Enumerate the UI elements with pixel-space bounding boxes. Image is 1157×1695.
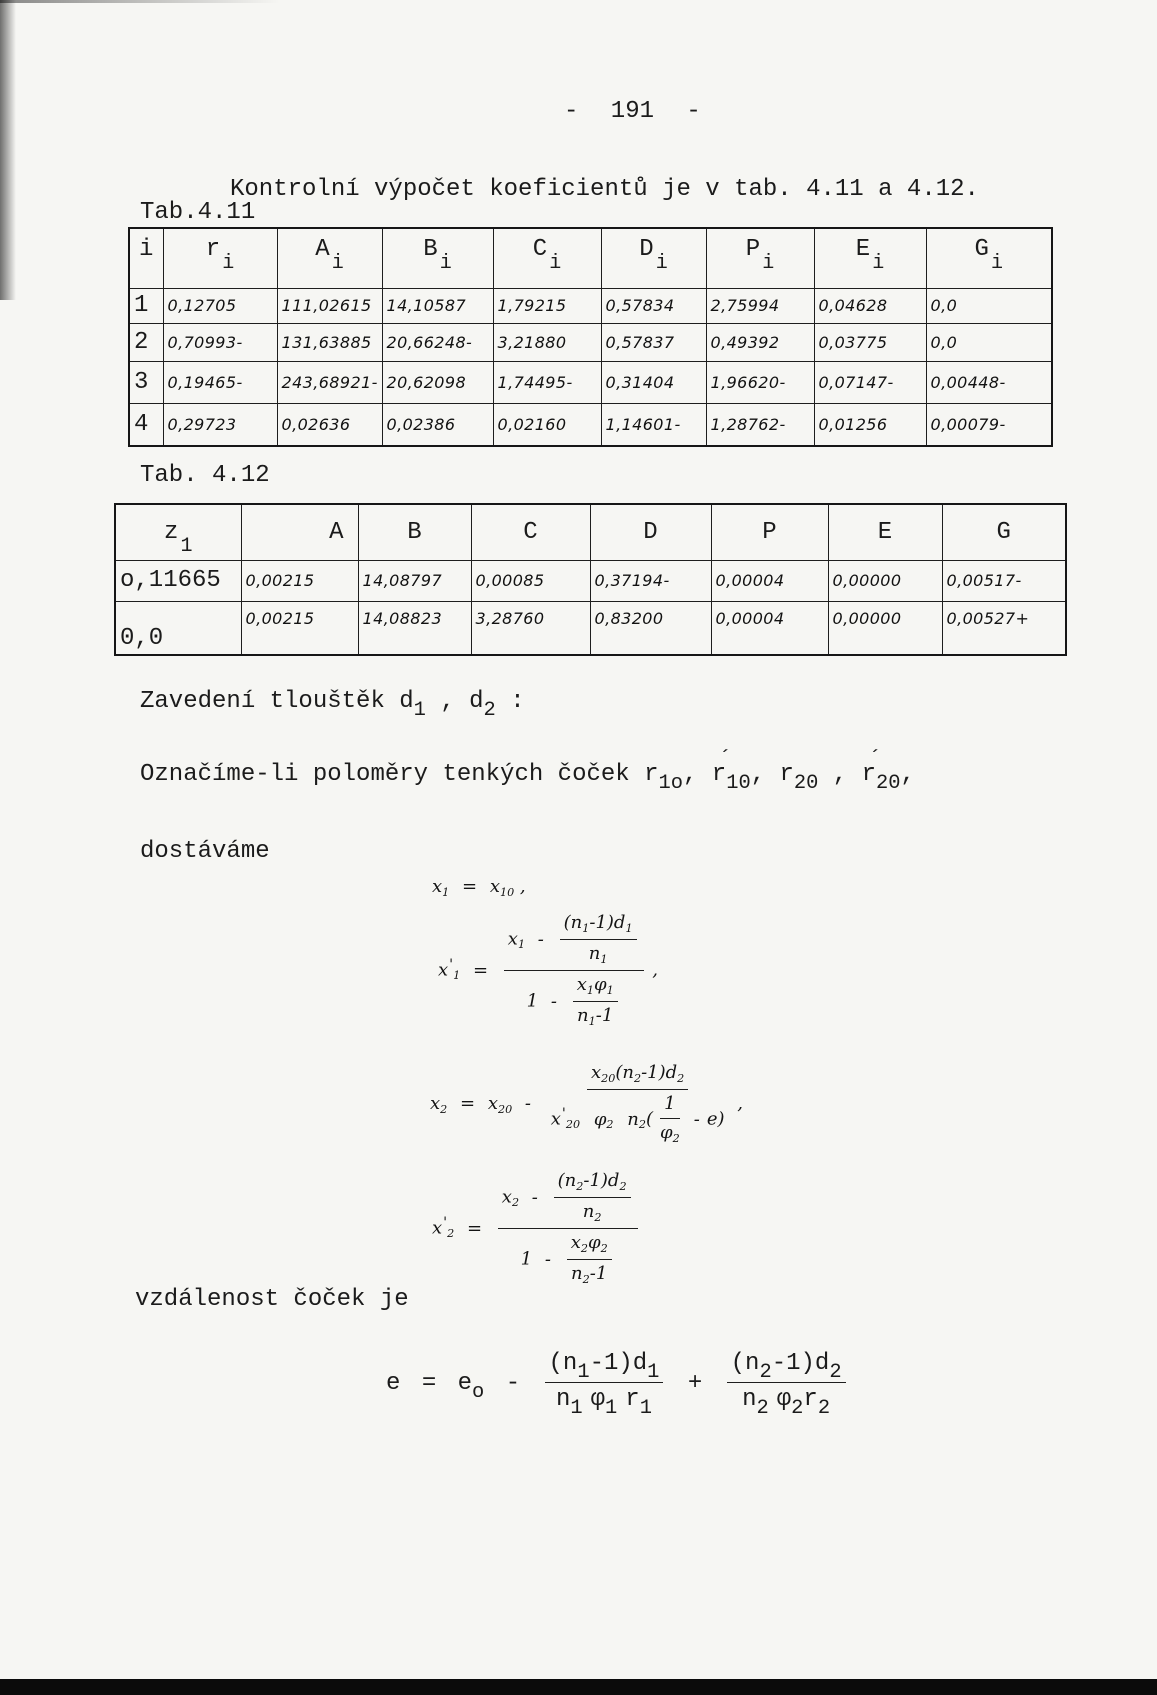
- formula-subscript: 2: [638, 1118, 646, 1132]
- table-cell: 0,04628: [814, 288, 926, 323]
- equals-sign: =: [466, 1217, 483, 1239]
- fraction: [727, 1350, 846, 1420]
- table-4-12-header-e: [828, 504, 942, 560]
- scan-bottom-band: [0, 1679, 1157, 1695]
- row-index-cell: 1: [129, 288, 163, 323]
- thickness-line: [140, 688, 525, 722]
- fraction-numerator: [727, 1350, 846, 1383]
- formula-term: -1)d: [589, 1350, 648, 1377]
- intro-sentence: Kontrolní výpočet koeficientů je v tab. 4.11 a 4.12.: [230, 176, 979, 203]
- header-symbol: C: [532, 236, 548, 263]
- header-symbol: P: [745, 236, 761, 263]
- table-4-11-header-b: [382, 228, 493, 288]
- fraction-denominator: [547, 1090, 729, 1146]
- formula-subscript: 20: [601, 1071, 616, 1085]
- formula-subscript: o: [472, 1380, 485, 1404]
- comma: ,: [900, 761, 915, 788]
- header-symbol: G: [996, 518, 1011, 546]
- formula-subscript: 2: [600, 1241, 608, 1255]
- table-cell: 0,57837: [601, 323, 706, 361]
- equals-sign: =: [421, 1369, 437, 1397]
- formula-subscript: 20: [565, 1118, 581, 1132]
- fraction: [560, 912, 637, 967]
- colon: :: [510, 688, 525, 715]
- table-cell: 14,10587: [382, 288, 493, 323]
- radii-lead: Označíme-li poloměry tenkých čoček: [140, 761, 630, 788]
- formula-subscript: 1: [582, 921, 590, 935]
- formula-x1: [432, 876, 526, 900]
- table-4-11-header-e: [814, 228, 926, 288]
- table-4-12-header-g: [942, 504, 1066, 560]
- fraction-numerator: [545, 1350, 664, 1383]
- equals-sign: =: [460, 1093, 476, 1114]
- formula-subscript: 1: [570, 1396, 583, 1420]
- formula-lens-distance: [386, 1350, 849, 1420]
- formula-subscript: 2: [606, 1118, 614, 1132]
- formula-subscript: 2: [677, 1071, 685, 1085]
- formula-subscript: 2: [633, 1071, 642, 1085]
- prime-mark: ': [449, 957, 454, 974]
- formula-subscript: 2: [440, 1102, 448, 1116]
- table-cell: 0,31404: [601, 361, 706, 403]
- table-4-11-header-i: [129, 228, 163, 288]
- formula-term: x: [570, 1232, 581, 1253]
- table-4-11-caption: Tab.4.11: [140, 199, 256, 226]
- separator: ,: [440, 688, 455, 715]
- table-cell: 0,19465-: [163, 361, 277, 403]
- row-index-cell: o,11665: [115, 560, 241, 601]
- symbol-d1: d: [399, 688, 414, 715]
- formula-subscript: 1: [588, 1014, 596, 1028]
- row-index-cell: 0,0: [115, 601, 241, 655]
- formula-term: -1: [595, 1005, 614, 1026]
- comma: ,: [519, 876, 526, 897]
- fraction-numerator: [567, 1232, 612, 1260]
- header-symbol: B: [423, 236, 438, 263]
- symbol-d2: d: [469, 688, 484, 715]
- equals-sign: =: [472, 959, 489, 981]
- formula-symbol: x: [432, 876, 443, 897]
- table-4-11-header-a: [277, 228, 382, 288]
- formula-term: -1)d: [641, 1062, 678, 1083]
- formula-subscript: 1: [586, 983, 594, 997]
- table-cell: 1,96620-: [706, 361, 814, 403]
- prime-mark: ': [561, 1106, 566, 1123]
- subscript: 20: [876, 771, 901, 795]
- fraction: [545, 1350, 664, 1420]
- distance-text: vzdálenost čoček je: [135, 1286, 409, 1313]
- formula-subscript: 1: [605, 1396, 618, 1420]
- subscript: 1: [413, 698, 426, 722]
- formula-term: (n: [563, 912, 583, 933]
- table-cell: 0,02636: [277, 403, 382, 446]
- table-cell: 0,02160: [493, 403, 601, 446]
- formula-subscript: 1: [442, 885, 450, 899]
- fraction: [498, 1170, 638, 1287]
- fraction-denominator: [656, 1119, 684, 1146]
- comma: ,: [737, 1093, 743, 1114]
- formula-subscript: 2: [511, 1196, 520, 1210]
- formula-subscript: 2: [594, 1210, 602, 1224]
- table-cell: 0,0: [926, 323, 1052, 361]
- table-row: [129, 403, 1052, 446]
- formula-term: (n: [557, 1170, 577, 1191]
- fraction: [573, 974, 618, 1029]
- fraction-denominator: [552, 1383, 656, 1420]
- fraction: [504, 912, 644, 1029]
- header-symbol: G: [974, 236, 989, 263]
- formula-subscript: 2: [576, 1179, 584, 1193]
- header-symbol: B: [407, 518, 422, 546]
- table-row: [115, 601, 1066, 655]
- table-cell: 1,79215: [493, 288, 601, 323]
- table-4-12-header-row: [115, 504, 1066, 560]
- formula-term: x: [590, 1062, 602, 1083]
- header-symbol: E: [877, 518, 893, 546]
- formula-subscript: 2: [791, 1396, 804, 1420]
- formula-subscript: 2: [756, 1396, 769, 1420]
- formula-subscript: 1: [639, 1396, 652, 1420]
- formula-term: n: [742, 1386, 757, 1413]
- table-cell: 0,00085: [471, 560, 590, 601]
- table-cell: 0,00000: [828, 560, 942, 601]
- table-cell: 0,57834: [601, 288, 706, 323]
- minus-sign: -: [544, 1248, 551, 1270]
- table-cell: 0,07147-: [814, 361, 926, 403]
- row-index-cell: 3: [129, 361, 163, 403]
- comma: ,: [652, 959, 659, 981]
- minus-sign: -: [524, 1093, 532, 1114]
- formula-term: 1: [526, 990, 539, 1012]
- minus-sign: -: [537, 928, 544, 950]
- fraction-denominator: [573, 1002, 617, 1029]
- formula-subscript: 2: [817, 1396, 831, 1420]
- table-4-12-header-b: [358, 504, 471, 560]
- header-subscript: i: [222, 252, 235, 275]
- fraction-numerator: [587, 1062, 688, 1090]
- formula-subscript: 1: [577, 1360, 590, 1384]
- minus-sign: -: [505, 1369, 521, 1397]
- formula-term: x: [576, 974, 587, 995]
- fraction-numerator: [560, 912, 637, 940]
- fraction: [567, 1232, 612, 1287]
- formula-subscript: 1: [453, 969, 461, 983]
- equals-sign: =: [462, 876, 478, 897]
- formula-subscript: 2: [582, 1272, 590, 1286]
- formula-term: n: [588, 943, 601, 964]
- formula-term: -1: [589, 1263, 608, 1284]
- table-cell: 0,0: [926, 288, 1052, 323]
- table-4-11-header-r: [163, 228, 277, 288]
- formula-term: r: [803, 1386, 818, 1413]
- formula-symbol: x: [489, 876, 500, 897]
- minus-sign: -: [550, 990, 557, 1012]
- table-cell: 14,08797: [358, 560, 471, 601]
- subscript: 2: [483, 698, 496, 722]
- formula-x2: [430, 1062, 743, 1146]
- fraction-numerator: [554, 1170, 631, 1198]
- formula-term: n: [577, 1005, 589, 1026]
- fraction: [656, 1093, 684, 1146]
- table-cell: 0,00448-: [926, 361, 1052, 403]
- table-cell: 0,49392: [706, 323, 814, 361]
- table-row: [129, 323, 1052, 361]
- symbol-r1o: r: [644, 761, 659, 788]
- table-cell: 1,14601-: [601, 403, 706, 446]
- formula-term: n: [627, 1108, 639, 1130]
- minus-sign: -: [693, 1108, 700, 1130]
- formula-term: r: [625, 1386, 640, 1413]
- formula-symbol: x: [438, 959, 449, 981]
- table-cell: 20,62098: [382, 361, 493, 403]
- formula-term: 1: [520, 1248, 533, 1270]
- fraction-numerator: [573, 974, 618, 1002]
- fraction-denominator: [579, 1198, 606, 1225]
- symbol-r: r: [861, 761, 877, 788]
- table-cell: 0,01256: [814, 403, 926, 446]
- header-subscript: i: [872, 252, 885, 275]
- formula-term: -1)d: [771, 1350, 830, 1377]
- prime-mark: ´: [718, 747, 732, 772]
- table-cell: 111,02615: [277, 288, 382, 323]
- formula-term: φ: [660, 1122, 673, 1143]
- fraction-denominator: [517, 1229, 619, 1287]
- formula-term: φ: [593, 974, 607, 995]
- formula-symbol: x: [487, 1093, 498, 1114]
- formula-subscript: 2: [447, 1227, 455, 1241]
- table-cell: 20,66248-: [382, 323, 493, 361]
- subscript: 10: [726, 771, 751, 795]
- prime-mark: ´: [868, 747, 882, 772]
- table-4-11: [128, 227, 1053, 447]
- symbol-r: r: [711, 761, 727, 788]
- formula-symbol: e: [386, 1369, 401, 1397]
- table-cell: 3,21880: [493, 323, 601, 361]
- formula-term: φ: [776, 1386, 792, 1413]
- fraction-denominator: [567, 1260, 611, 1287]
- symbol-r20-prime: [861, 747, 882, 789]
- table-4-12-header-p: [711, 504, 828, 560]
- radii-line: [140, 747, 915, 795]
- table-cell: 0,00000: [828, 601, 942, 655]
- formula-subscript: 1: [625, 921, 633, 935]
- header-subscript: i: [762, 252, 775, 275]
- table-4-12: [114, 503, 1067, 656]
- table-4-12-header-d: [590, 504, 711, 560]
- header-symbol: z: [164, 518, 179, 546]
- subscript: 20: [793, 771, 819, 795]
- comma: ,: [750, 761, 766, 788]
- table-cell: 0,02386: [382, 403, 493, 446]
- header-symbol: A: [315, 236, 330, 263]
- table-cell: 3,28760: [471, 601, 590, 655]
- header-symbol: P: [762, 518, 777, 546]
- table-cell: 0,00215: [241, 560, 358, 601]
- formula-subscript: 1: [606, 983, 614, 997]
- fraction: [547, 1062, 729, 1146]
- table-cell: 0,00527+: [942, 601, 1066, 655]
- table-4-12-caption: Tab. 4.12: [140, 462, 270, 489]
- table-cell: 0,00517-: [942, 560, 1066, 601]
- comma: ,: [832, 761, 848, 788]
- formula-symbol: x: [432, 1217, 443, 1239]
- subscript: 1o: [658, 771, 683, 795]
- table-4-11-header-c: [493, 228, 601, 288]
- row-index-cell: 4: [129, 403, 163, 446]
- table-cell: 0,00079-: [926, 403, 1052, 446]
- table-cell: 1,74495-: [493, 361, 601, 403]
- table-cell: 131,63885: [277, 323, 382, 361]
- header-symbol: i: [139, 236, 154, 263]
- close-paren: ): [717, 1108, 725, 1130]
- formula-term: n: [555, 1386, 571, 1413]
- formula-term: (n: [730, 1350, 760, 1377]
- formula-term: n: [571, 1263, 583, 1284]
- fraction: [554, 1170, 631, 1225]
- formula-subscript: 10: [499, 885, 515, 899]
- header-symbol: C: [523, 518, 538, 546]
- table-4-11-header-d: [601, 228, 706, 288]
- formula-symbol: x: [430, 1093, 441, 1114]
- table-cell: 0,00215: [241, 601, 358, 655]
- table-4-12-header-c: [471, 504, 590, 560]
- table-cell: 2,75994: [706, 288, 814, 323]
- formula-symbol: x: [501, 1186, 512, 1208]
- formula-term: -1)d: [583, 1170, 620, 1191]
- formula-term: φ: [593, 1108, 607, 1130]
- row-index-cell: 2: [129, 323, 163, 361]
- fraction-denominator: [738, 1383, 834, 1420]
- formula-x2-prime: [432, 1170, 641, 1287]
- table-4-11-header-p: [706, 228, 814, 288]
- fraction-numerator: [498, 1170, 638, 1229]
- table-cell: 14,08823: [358, 601, 471, 655]
- scan-edge-shadow: [0, 0, 16, 300]
- table-cell: 0,29723: [163, 403, 277, 446]
- table-row: [129, 288, 1052, 323]
- formula-subscript: 2: [619, 1179, 627, 1193]
- formula-subscript: 2: [829, 1360, 842, 1384]
- thickness-lead: Zavedení tlouštěk: [140, 688, 385, 715]
- header-symbol: r: [205, 236, 221, 263]
- fraction-numerator: 1: [660, 1093, 679, 1119]
- symbol-r20: r: [779, 761, 794, 788]
- header-subscript: i: [439, 252, 452, 275]
- header-symbol: E: [855, 236, 871, 263]
- table-cell: 0,12705: [163, 288, 277, 323]
- table-cell: 243,68921-: [277, 361, 382, 403]
- formula-subscript: 1: [517, 938, 526, 952]
- comma: ,: [682, 761, 698, 788]
- header-subscript: i: [331, 252, 344, 275]
- formula-term: -1)d: [589, 912, 626, 933]
- formula-term: n: [582, 1201, 595, 1222]
- scan-edge-shadow-top: [0, 0, 280, 3]
- formula-x1-prime: [438, 912, 658, 1029]
- minus-sign: -: [531, 1186, 538, 1208]
- formula-symbol: x: [507, 928, 518, 950]
- open-paren: (: [645, 1108, 653, 1130]
- header-subscript: 1: [180, 534, 193, 558]
- formula-term: (n: [615, 1062, 634, 1083]
- formula-term: φ: [587, 1232, 601, 1253]
- table-cell: 0,00004: [711, 601, 828, 655]
- fraction-denominator: [523, 971, 625, 1029]
- table-4-12-header-z: [115, 504, 241, 560]
- formula-term: e: [706, 1108, 718, 1130]
- formula-subscript: 2: [759, 1360, 772, 1384]
- formula-subscript: 2: [672, 1131, 680, 1145]
- table-4-11-header-g: [926, 228, 1052, 288]
- formula-subscript: 2: [580, 1241, 588, 1255]
- table-cell: 0,03775: [814, 323, 926, 361]
- header-symbol: A: [329, 518, 344, 546]
- plus-sign: +: [687, 1369, 703, 1397]
- symbol-r10-prime: [711, 747, 732, 789]
- table-row: [115, 560, 1066, 601]
- formula-subscript: 20: [497, 1102, 513, 1116]
- table-cell: 0,83200: [590, 601, 711, 655]
- table-cell: 1,28762-: [706, 403, 814, 446]
- table-4-12-header-a: [241, 504, 358, 560]
- fraction-denominator: [585, 940, 612, 967]
- header-symbol: D: [639, 236, 654, 263]
- table-cell: 0,37194-: [590, 560, 711, 601]
- table-cell: 0,00004: [711, 560, 828, 601]
- page-number: - 191 -: [564, 98, 701, 125]
- formula-subscript: 1: [600, 952, 608, 966]
- formula-term: (n: [548, 1350, 578, 1377]
- formula-subscript: 1: [647, 1360, 660, 1384]
- fraction-numerator: [504, 912, 644, 971]
- table-4-11-header-row: [129, 228, 1052, 288]
- table-cell: 0,70993-: [163, 323, 277, 361]
- formula-term: x: [550, 1108, 561, 1130]
- formula-symbol: e: [457, 1369, 473, 1397]
- header-subscript: i: [655, 252, 668, 275]
- prime-mark: ': [443, 1215, 448, 1232]
- table-row: [129, 361, 1052, 403]
- formula-term: φ: [590, 1386, 606, 1413]
- header-symbol: D: [643, 518, 658, 546]
- header-subscript: i: [549, 252, 562, 275]
- header-subscript: i: [990, 252, 1003, 275]
- dostavame-text: dostáváme: [140, 838, 270, 865]
